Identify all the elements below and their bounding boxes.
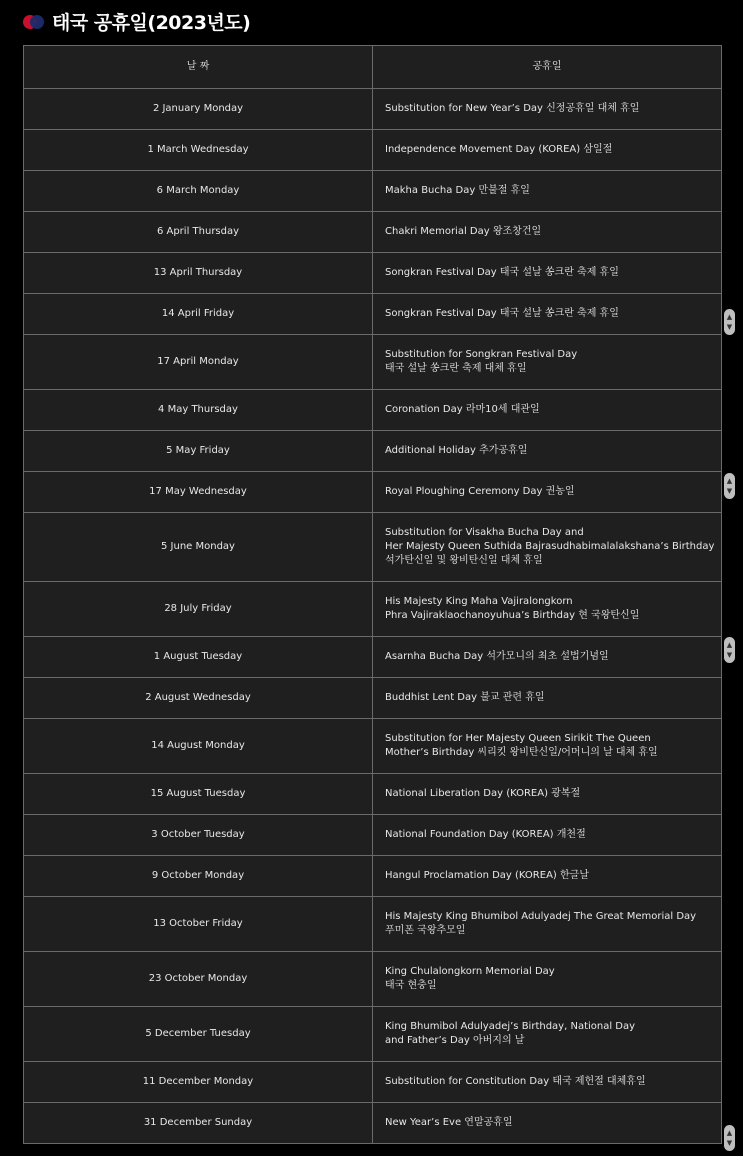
scroll-handle[interactable] [724, 1125, 735, 1151]
holiday-cell [373, 897, 722, 952]
date-cell: 1 August Tuesday [24, 637, 373, 678]
holiday-text-line: and Father’s Day 아버지의 날 [385, 1035, 525, 1046]
holiday-cell [373, 856, 722, 897]
table-row [24, 952, 722, 1007]
date-cell: 6 March Monday [24, 171, 373, 212]
chevron-up-icon: ▲ [726, 477, 733, 485]
holiday-text-line: 푸미폰 국왕추모일 [385, 925, 466, 936]
table-row [24, 130, 722, 171]
holiday-text-line: Coronation Day 라마10세 대관일 [385, 404, 540, 415]
date-cell: 6 April Thursday [24, 212, 373, 253]
date-cell: 4 May Thursday [24, 390, 373, 431]
holiday-text-line: Substitution for Visakha Bucha Day and [385, 527, 584, 538]
date-cell: 2 January Monday [24, 89, 373, 130]
scroll-handle[interactable] [724, 637, 735, 663]
holiday-text-line: New Year’s Eve 연말공휴일 [385, 1117, 513, 1128]
holiday-cell [373, 130, 722, 171]
holiday-text-line: Additional Holiday 추가공휴일 [385, 445, 528, 456]
holiday-text-line: 태국 현충일 [385, 980, 437, 991]
date-cell: 15 August Tuesday [24, 774, 373, 815]
holiday-cell [373, 719, 722, 774]
date-cell: 2 August Wednesday [24, 678, 373, 719]
table-row [24, 390, 722, 431]
page-title: 태국 공휴일(2023년도) [52, 12, 251, 34]
table-row [24, 678, 722, 719]
table-row [24, 89, 722, 130]
table-row [24, 335, 722, 390]
holiday-text-line: Independence Movement Day (KOREA) 삼일절 [385, 144, 613, 155]
holiday-text-line: His Majesty King Maha Vajiralongkorn [385, 596, 573, 607]
holiday-cell [373, 1007, 722, 1062]
chevron-down-icon: ▼ [726, 487, 733, 495]
chevron-up-icon: ▲ [726, 313, 733, 321]
holiday-cell [373, 171, 722, 212]
date-cell: 5 December Tuesday [24, 1007, 373, 1062]
table-row [24, 513, 722, 582]
holiday-text-line: His Majesty King Bhumibol Adulyadej The Great Memorial Day [385, 911, 697, 922]
table-row [24, 1062, 722, 1103]
holiday-text-line: Songkran Festival Day 태국 설날 쏭크란 축제 휴일 [385, 308, 619, 319]
date-cell: 17 April Monday [24, 335, 373, 390]
logo-icon [23, 15, 45, 29]
table-row [24, 294, 722, 335]
holiday-table [23, 45, 722, 1144]
holiday-text-line: Substitution for Songkran Festival Day [385, 349, 578, 360]
holiday-cell [373, 582, 722, 637]
column-header-date: 날 짜 [24, 46, 373, 89]
holiday-cell [373, 637, 722, 678]
holiday-text-line: Substitution for Her Majesty Queen Sirikit The Queen [385, 733, 651, 744]
holiday-cell [373, 390, 722, 431]
scroll-handle[interactable] [724, 473, 735, 499]
holiday-cell [373, 212, 722, 253]
date-cell: 14 April Friday [24, 294, 373, 335]
table-row [24, 171, 722, 212]
table-row [24, 774, 722, 815]
chevron-down-icon: ▼ [726, 1139, 733, 1147]
holiday-text-line: Her Majesty Queen Suthida Bajrasudhabimalalakshana’s Birthday [385, 541, 715, 552]
table-row [24, 582, 722, 637]
date-cell: 13 April Thursday [24, 253, 373, 294]
holiday-text-line: National Foundation Day (KOREA) 개천절 [385, 829, 586, 840]
holiday-cell [373, 952, 722, 1007]
holiday-cell [373, 815, 722, 856]
holiday-cell [373, 774, 722, 815]
holiday-text-line: King Chulalongkorn Memorial Day [385, 966, 555, 977]
date-cell: 13 October Friday [24, 897, 373, 952]
table-row [24, 431, 722, 472]
date-cell: 23 October Monday [24, 952, 373, 1007]
holiday-cell [373, 1062, 722, 1103]
table-row [24, 897, 722, 952]
holiday-cell [373, 431, 722, 472]
holiday-text-line: Substitution for New Year’s Day 신정공휴일 대체 휴일 [385, 103, 640, 114]
date-cell: 17 May Wednesday [24, 472, 373, 513]
table-row [24, 856, 722, 897]
date-cell: 5 June Monday [24, 513, 373, 582]
holiday-text-line: 태국 설날 쏭크란 축제 대체 휴일 [385, 363, 527, 374]
chevron-up-icon: ▲ [726, 641, 733, 649]
table-row [24, 637, 722, 678]
date-cell: 14 August Monday [24, 719, 373, 774]
holiday-cell [373, 472, 722, 513]
date-cell: 3 October Tuesday [24, 815, 373, 856]
holiday-cell [373, 335, 722, 390]
date-cell: 5 May Friday [24, 431, 373, 472]
holiday-cell [373, 678, 722, 719]
table-row [24, 253, 722, 294]
chevron-down-icon: ▼ [726, 323, 733, 331]
holiday-text-line: Makha Bucha Day 만불절 휴일 [385, 185, 530, 196]
holiday-cell [373, 294, 722, 335]
holiday-text-line: Mother’s Birthday 씨리킷 왕비탄신일/어머니의 날 대체 휴일 [385, 747, 658, 758]
holiday-text-line: National Liberation Day (KOREA) 광복절 [385, 788, 581, 799]
date-cell: 31 December Sunday [24, 1103, 373, 1144]
holiday-cell [373, 1103, 722, 1144]
holiday-cell [373, 89, 722, 130]
table-row [24, 719, 722, 774]
holiday-text-line: Phra Vajiraklaochanoyuhua’s Birthday 현 국왕탄신일 [385, 610, 640, 621]
scroll-handle[interactable] [724, 309, 735, 335]
holiday-cell [373, 513, 722, 582]
table-header-row [24, 46, 722, 89]
table-row [24, 1007, 722, 1062]
chevron-down-icon: ▼ [726, 651, 733, 659]
table-row [24, 815, 722, 856]
holiday-text-line: Royal Ploughing Ceremony Day 권농일 [385, 486, 575, 497]
holiday-text-line: Buddhist Lent Day 불교 관련 휴일 [385, 692, 545, 703]
holiday-text-line: Chakri Memorial Day 왕조창건일 [385, 226, 542, 237]
date-cell: 9 October Monday [24, 856, 373, 897]
holiday-text-line: 석가탄신일 및 왕비탄신일 대체 휴일 [385, 555, 543, 566]
date-cell: 28 July Friday [24, 582, 373, 637]
table-row [24, 472, 722, 513]
holiday-text-line: Substitution for Constitution Day 태국 제헌절 대체휴일 [385, 1076, 646, 1087]
holiday-cell [373, 253, 722, 294]
chevron-up-icon: ▲ [726, 1129, 733, 1137]
holiday-text-line: Hangul Proclamation Day (KOREA) 한글날 [385, 870, 589, 881]
page-header [0, 0, 743, 44]
column-header-holiday: 공휴일 [373, 46, 722, 89]
holiday-text-line: Asarnha Bucha Day 석가모니의 최초 설법기념일 [385, 651, 609, 662]
date-cell: 1 March Wednesday [24, 130, 373, 171]
table-row [24, 1103, 722, 1144]
holiday-text-line: King Bhumibol Adulyadej’s Birthday, National Day [385, 1021, 636, 1032]
holiday-text-line: Songkran Festival Day 태국 설날 쏭크란 축제 휴일 [385, 267, 619, 278]
date-cell: 11 December Monday [24, 1062, 373, 1103]
table-row [24, 212, 722, 253]
